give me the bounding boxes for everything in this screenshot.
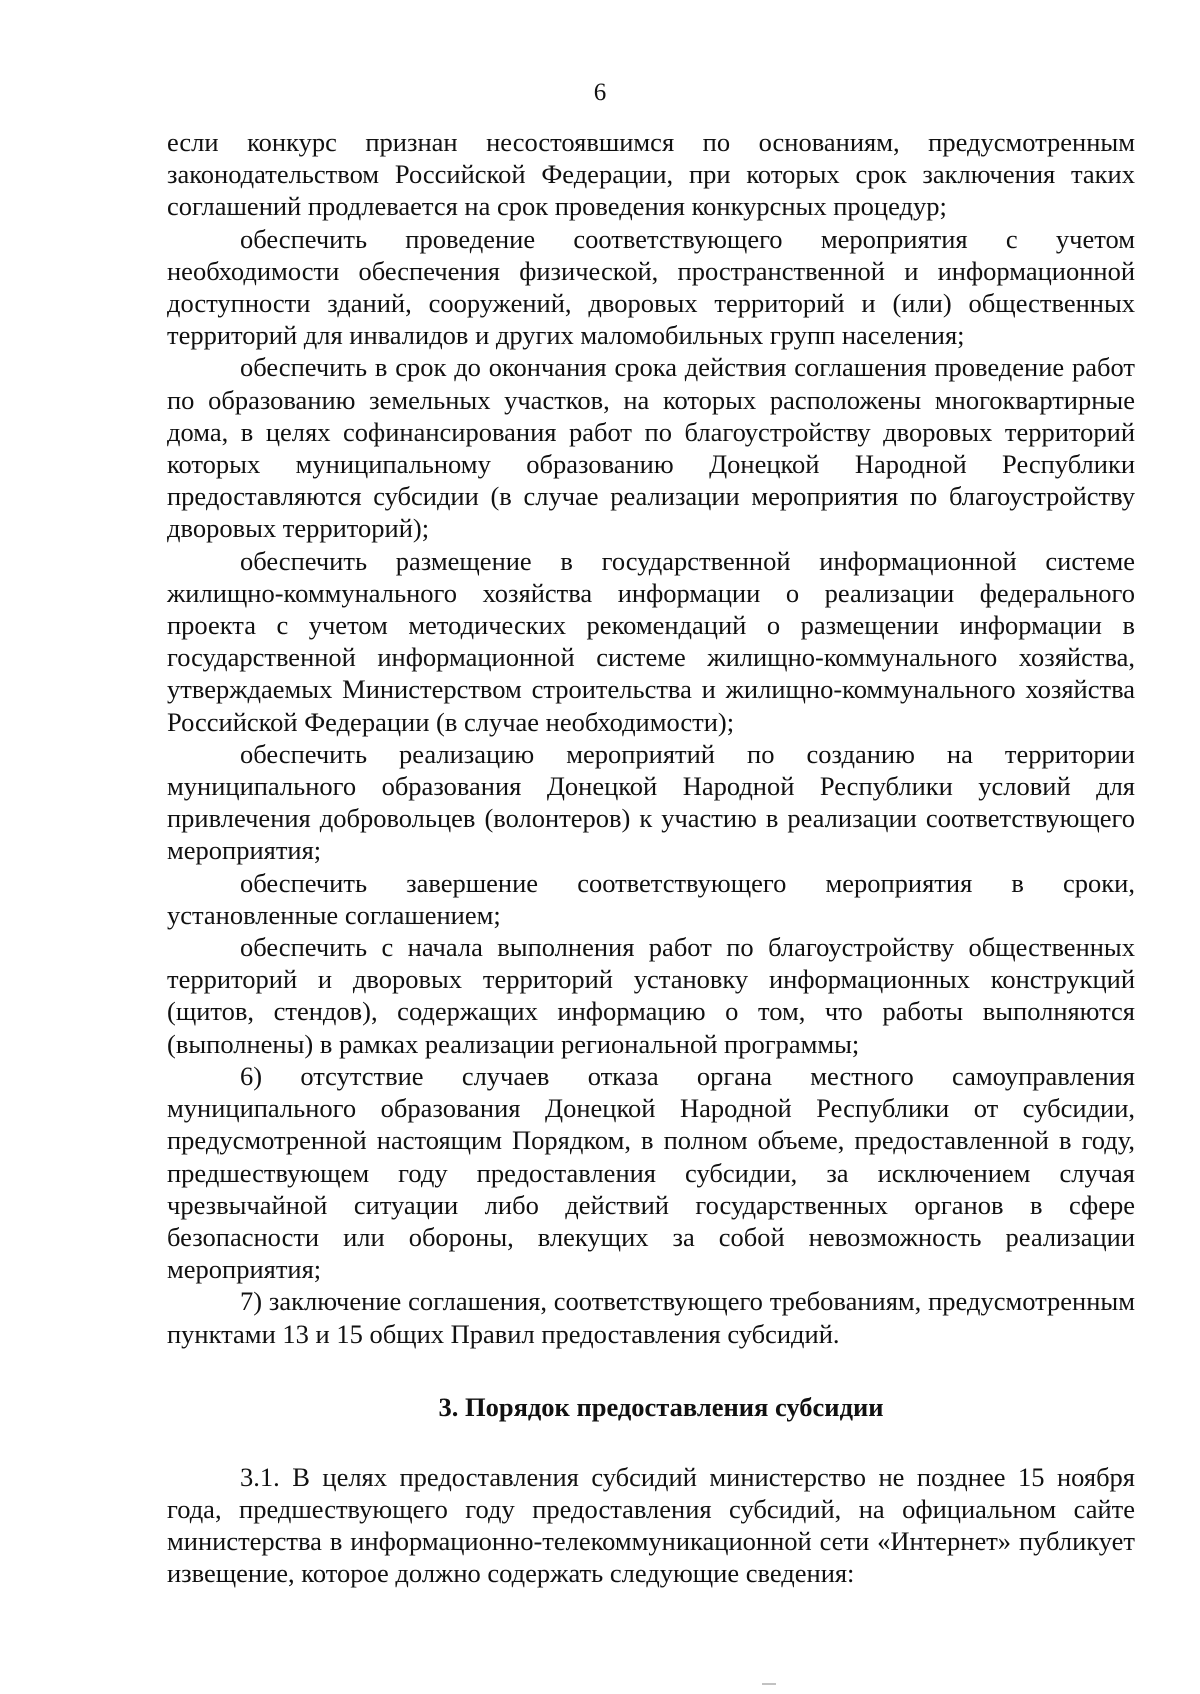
scan-artifact <box>762 1683 776 1685</box>
paragraph: обеспечить размещение в государственной информационной системе жилищно-коммунального хозяйства информации о реализации федерального проекта с учетом методических рекомендаций о размещении информации в государственной информационной системе жилищно-коммунального хозяйства, утверждаемых Министерством строительства и жилищно-коммунального хозяйства Российской Федерации (в случае необходимости); <box>167 545 1135 737</box>
paragraph: обеспечить проведение соответствующего мероприятия с учетом необходимости обеспечения физической, пространственной и информационной доступности зданий, сооружений, дворовых территорий и (или) общественных территорий для инвалидов и других маломобильных групп населения; <box>167 223 1135 351</box>
paragraph: обеспечить реализацию мероприятий по созданию на территории муниципального образования Донецкой Народной Республики условий для привлечения добровольцев (волонтеров) к участию в реализации соответствующего мероприятия; <box>167 738 1135 866</box>
paragraph: 7) заключение соглашения, соответствующего требованиям, предусмотренным пунктами 13 и 15 общих Правил предоставления субсидий. <box>167 1286 1135 1349</box>
paragraph: 3.1. В целях предоставления субсидий министерство не позднее 15 ноября года, предшествующего году предоставления субсидий, на официальном сайте министерства в информационно-телекоммуникационной сети «Интернет» публикует извещение, которое должно содержать следующие сведения: <box>167 1461 1135 1589</box>
page-number: 6 <box>593 79 607 106</box>
paragraph: если конкурс признан несостоявшимся по основаниям, предусмотренным законодательством Российской Федерации, при которых срок заключения таких соглашений продлевается на срок проведения конкурсных процедур; <box>167 127 1135 222</box>
paragraph: обеспечить завершение соответствующего мероприятия в сроки, установленные соглашением; <box>167 867 1135 930</box>
paragraph: 6) отсутствие случаев отказа органа местного самоуправления муниципального образования Донецкой Народной Республики от субсидии, предусмотренной настоящим Порядком, в полном объеме, предоставленной в году, предшествующем году предоставления субсидии, за исключением случая чрезвычайной ситуации либо действий государственных органов в сфере безопасности или обороны, влекущих за собой невозможность реализации мероприятия; <box>167 1060 1135 1285</box>
paragraph: обеспечить с начала выполнения работ по благоустройству общественных территорий и дворовых территорий установку информационных конструкций (щитов, стендов), содержащих информацию о том, что работы выполняются (выполнены) в рамках реализации региональной программы; <box>167 932 1135 1059</box>
section-heading: 3. Порядок предоставления субсидии <box>438 1391 884 1422</box>
document-body <box>167 126 1135 1590</box>
paragraph: обеспечить в срок до окончания срока действия соглашения проведение работ по образованию земельных участков, на которых расположены многоквартирные дома, в целях софинансирования работ по благоустройству дворовых территорий которых муниципальному образованию Донецкой Народной Республики предоставляются субсидии (в случае реализации мероприятия по благоустройству дворовых территорий); <box>167 352 1135 544</box>
